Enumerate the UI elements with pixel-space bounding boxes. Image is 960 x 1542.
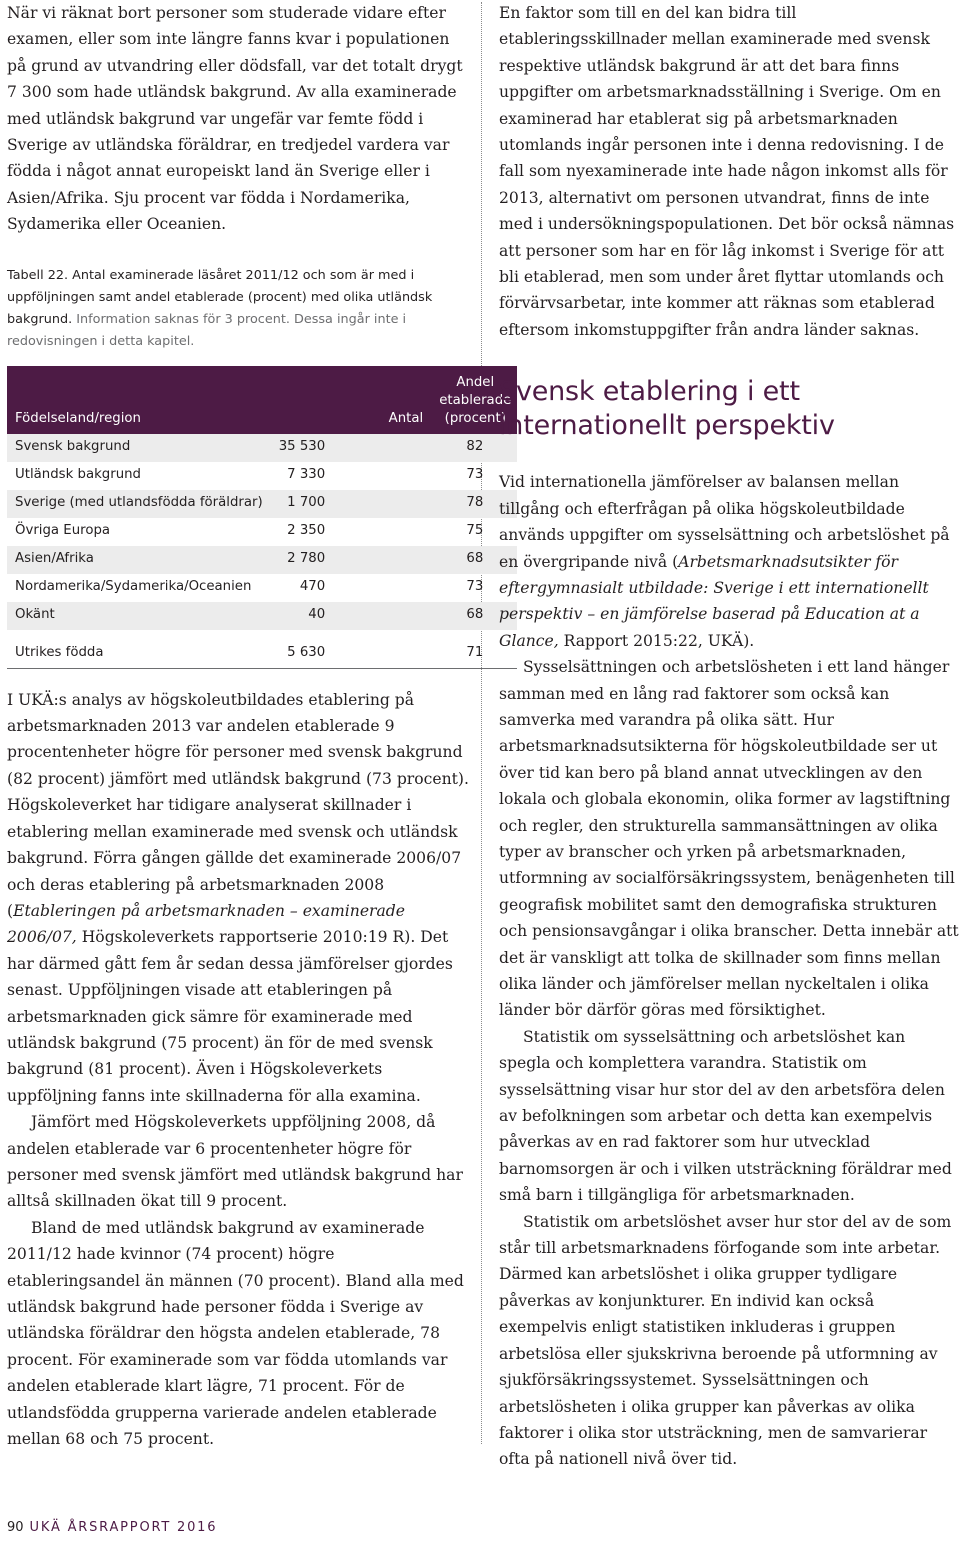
table-row <box>7 490 517 518</box>
table-row <box>7 462 517 490</box>
header-antal: Antal <box>271 366 432 434</box>
publication-label: UKÄ ÅRSRAPPORT 2016 <box>29 1520 218 1535</box>
table-header-row <box>7 366 517 434</box>
table-total-row <box>7 640 517 669</box>
cell-andel: 68 <box>431 546 517 574</box>
table-caption <box>7 265 469 353</box>
text-run: I UKÄ:s analys av högskoleutbildades etablering på arbetsmarknaden 2013 var andelen etablerade 9 procentenheter högre för personer med svensk bakgrund (82 procent) jämfört med utländsk bakgrund (73 procent). Högskoleverket har tidigare analyserat skillnader i etablering mellan examinerade med svensk och utländsk bakgrund. Förra gången gällde det examinerade 2006/07 och deras etablering på arbetsmarknaden 2008 ( <box>7 690 469 920</box>
table-caption-main: Tabell 22. Antal examinerade läsåret 2011/12 och som är med i uppföljningen samt andel etablerade (procent) med olika utländsk bakgrund. <box>7 267 433 327</box>
column-divider <box>481 2 482 1444</box>
cell-region: Övriga Europa <box>15 523 111 539</box>
cell-andel: 71 <box>431 640 517 669</box>
cell-andel: 68 <box>431 602 517 630</box>
page-number: 90 <box>7 1520 24 1535</box>
cell-antal: 7 330 <box>287 467 326 483</box>
body-paragraph: En faktor som till en del kan bidra till etableringsskillnader mellan examinerade med svensk respektive utländsk bakgrund är att det bara finns uppgifter om arbetsmarknadsställning i Sverige. Om en examinerad har etablerat sig på arbetsmarknaden utomlands ingår personen inte i denna redovisning. I de fall som nyexaminerade inte hade någon inkomst alls för 2013, alternativt om personen utvandrat, finns de inte med i undersökningspopulationen. Det bör också nämnas att personer som har en för låg inkomst i Sverige för att bli etablerad, men som under året flyttar utomlands och förvärvsarbetar, inte kommer att räknas som etablerad eftersom inkomstuppgifter från andra länder saknas. <box>499 4 955 339</box>
cell-andel: 75 <box>466 523 484 539</box>
intro-paragraph: När vi räknat bort personer som studerade vidare efter examen, eller som inte längre fanns kvar i populationen på grund av utvandring eller dödsfall, var det totalt drygt 7 300 som hade utländsk bakgrund. Av alla examinerade med utländsk bakgrund var ungefär var femte född i Sverige av utländska föräldrar, en tredjedel vardera var födda i något annat europeiskt land än Sverige eller i Asien/Afrika. Sju procent var födda i Nordamerika, Sydamerika eller Oceanien. <box>7 4 463 234</box>
cell-antal: 1 700 <box>271 490 432 518</box>
cell-antal: 470 <box>299 579 326 595</box>
table-caption-note: Information saknas för 3 procent. Dessa ingår inte i redovisningen i detta kapitel. <box>7 311 407 349</box>
section-heading: Svensk etablering i ett internationellt perspektiv <box>499 376 835 442</box>
cell-region: Okänt <box>7 602 271 630</box>
cell-antal: 2 350 <box>287 523 326 539</box>
text-run: Vid internationella jämförelser av balansen mellan tillgång och efterfrågan på olika högskoleutbildade används uppgifter om sysselsättning och arbetslöshet på en övergripande nivå ( <box>499 473 950 571</box>
cell-andel: 78 <box>431 490 517 518</box>
table-row <box>7 518 517 546</box>
table-22 <box>7 366 517 669</box>
cell-antal: 2 780 <box>271 546 432 574</box>
italic-reference: Etableringen på arbetsmarknaden – examinerade 2006/07, <box>7 901 406 947</box>
cell-region: Svensk bakgrund <box>7 434 271 462</box>
text-run: Högskoleverkets rapportserie 2010:19 R). Det har därmed gått fem år sedan dessa jämförelser gjordes senast. Uppföljningen visade att etableringen på arbetsmarknaden gick sämre för examinerade med utländsk bakgrund (75 procent) än för de med svensk bakgrund (81 procent). Även i Högskoleverkets uppföljning fanns inte skillnaderna för alla examina. <box>7 928 453 1105</box>
body-paragraph: Jämfört med Högskoleverkets uppföljning 2008, då andelen etablerade var 6 procentenheter högre för personer med svensk jämfört med utländsk bakgrund har alltså skillnaden ökat till 9 procent. <box>7 1113 463 1211</box>
cell-region: Sverige (med utlandsfödda föräldrar) <box>7 490 271 518</box>
cell-antal: 5 630 <box>271 640 432 669</box>
cell-region: Nordamerika/Sydamerika/Oceanien <box>15 579 252 595</box>
header-region: Födelseland/region <box>7 366 271 434</box>
cell-andel: 73 <box>466 467 484 483</box>
cell-region: Utländsk bakgrund <box>15 467 142 483</box>
cell-antal: 40 <box>271 602 432 630</box>
table-row <box>7 574 517 602</box>
body-paragraph <box>7 687 469 1110</box>
page-footer <box>7 1520 217 1535</box>
header-andel: Andel etablerade (procent) <box>431 366 517 434</box>
table-row <box>7 546 517 574</box>
cell-andel: 82 <box>431 434 517 462</box>
table-spacer <box>7 630 517 640</box>
table-row <box>7 434 517 462</box>
body-paragraph: Statistik om sysselsättning och arbetslöshet kan spegla och komplettera varandra. Statistik om sysselsättning visar hur stor del av den arbetsföra delen av befolkningen som arbetar och detta kan exempelvis påverkas av en rad faktorer som hur utvecklad barnomsorgen är och i vilken utsträckning föräldrar med små barn i tillgängliga för arbetsmarknaden. <box>499 1027 952 1205</box>
body-paragraph: Bland de med utländsk bakgrund av examinerade 2011/12 hade kvinnor (74 procent) högre etableringsandel än männen (70 procent). Bland alla med utländsk bakgrund hade personer födda i Sverige av utländska föräldrar den högsta andelen etablerade, 78 procent. För examinerade som var födda utomlands var andelen etablerade klart lägre, 71 procent. För de utlandsfödda grupperna varierade andelen etablerade mellan 68 och 75 procent. <box>7 1218 464 1449</box>
cell-andel: 73 <box>466 579 484 595</box>
italic-reference: Arbetsmarknadsutsikter för eftergymnasialt utbildade: Sverige i ett internationellt perspektiv – en jämförelse baserad på Education at a Glance, <box>499 552 929 650</box>
body-paragraph: Statistik om arbetslöshet avser hur stor del av de som står till arbetsmarknadens förfogande som inte arbetar. Därmed kan arbetslöshet i olika grupper tydligare påverkas av konjunkturer. En individ kan också exempelvis enligt statistiken inkluderas i gruppen arbetslösa eller sjukskrivna beroende på utformning av sjukförsäkringssystemet. Sysselsättningen och arbetslösheten i olika grupper kan påverkas av olika faktorer i olika stor utsträckning, men de samvarierar ofta på nationell nivå över tid. <box>499 1212 952 1469</box>
table-row <box>7 602 517 630</box>
left-column <box>7 0 512 1452</box>
cell-region: Asien/Afrika <box>7 546 271 574</box>
text-run: Rapport 2015:22, UKÄ). <box>558 631 755 650</box>
body-paragraph <box>499 469 960 654</box>
right-column <box>499 0 960 1473</box>
cell-antal: 35 530 <box>271 434 432 462</box>
body-paragraph: Sysselsättningen och arbetslösheten i ett land hänger samman med en lång rad faktorer som också kan samverka med varandra på olika sätt. Hur arbetsmarknadsutsikterna för högskoleutbildade ser ut över tid kan bero på bland annat utvecklingen av den lokala och globala ekonomin, olika former av lagstiftning och regler, den strukturella sammansättningen av olika typer av branscher och yrken på arbetsmarknaden, utformning av socialförsäkringssystem, benägenheten till geografisk mobilitet samt den demografiska strukturen och pensionsavgångar i olika branscher. Detta innebär att det är vanskligt att tolka de skillnader som finns mellan olika länder och jämförelser mellan nyckeltalen i olika länder bör därför göras med försiktighet. <box>499 658 959 1020</box>
cell-region: Utrikes födda <box>7 640 271 669</box>
